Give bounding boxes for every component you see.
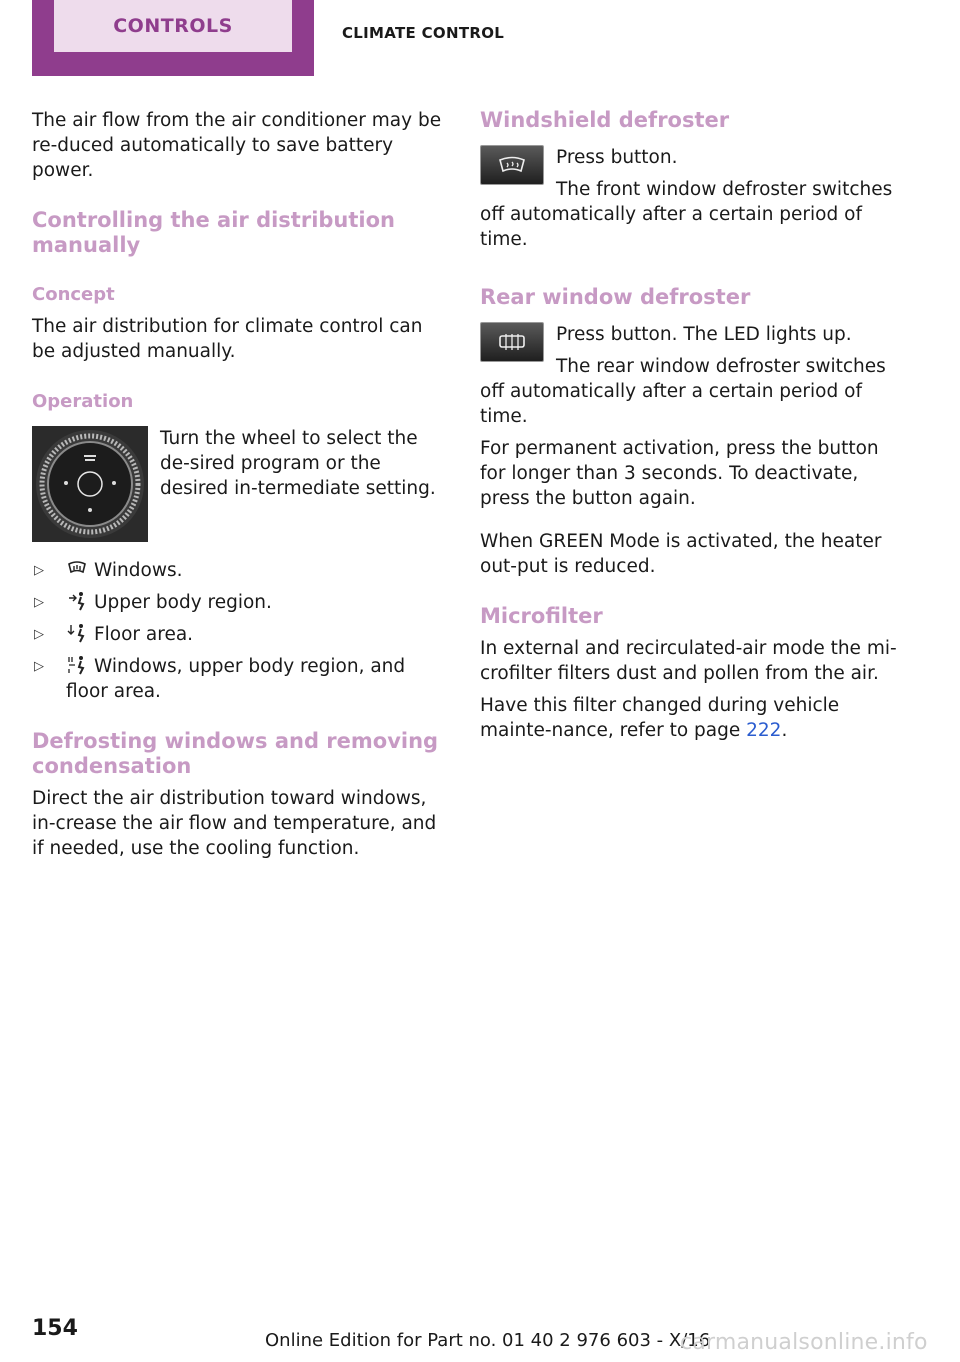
list-item-text: Windows, upper body region, and floor area. xyxy=(66,656,406,702)
list-item-text: Windows. xyxy=(94,560,183,581)
green-mode-paragraph: When GREEN Mode is activated, the heater out-put is reduced. xyxy=(480,531,882,577)
operation-paragraph: Turn the wheel to select the de-sired program or the desired in-termediate setting. xyxy=(160,428,436,499)
rear-block xyxy=(480,322,900,429)
list-item xyxy=(32,622,448,647)
list-item-text: Upper body region. xyxy=(94,592,272,613)
list-item xyxy=(32,590,448,615)
list-item xyxy=(32,558,448,583)
heading-operation: Operation xyxy=(32,391,134,412)
rear-defroster-button[interactable] xyxy=(480,322,544,362)
bullet-triangle-icon: ▷ xyxy=(34,563,44,578)
tab-controls[interactable] xyxy=(32,0,314,76)
rear-defrost-icon xyxy=(497,333,527,351)
page-number: 154 xyxy=(32,1316,78,1341)
windshield-paragraph: The front window defroster switches off automatically after a certain period of time. xyxy=(480,179,893,250)
microfilter-change-end: . xyxy=(781,720,788,741)
rear-permanent-paragraph: For permanent activation, press the button for longer than 3 seconds. To deactivate, press the button again. xyxy=(480,438,879,509)
microfilter-paragraph: In external and recirculated-air mode the mi-crofilter filters dust and pollen from the air. xyxy=(480,638,897,684)
microfilter-change-text: Have this filter changed during vehicle mainte-nance, refer to page xyxy=(480,695,840,741)
heading-concept: Concept xyxy=(32,284,115,305)
heading-rear-defroster: Rear window defroster xyxy=(480,285,751,309)
heading-windshield-defroster: Windshield defroster xyxy=(480,108,730,132)
windshield-press-text: Press button. xyxy=(556,147,678,168)
tab-controls-label: CONTROLS xyxy=(54,0,292,52)
watermark: carmanualsonline.info xyxy=(680,1330,928,1355)
rear-paragraph: The rear window defroster switches off automatically after a certain period of time. xyxy=(480,356,886,427)
rear-press-text: Press button. The LED lights up. xyxy=(556,324,852,345)
windshield-defrost-icon xyxy=(497,156,527,174)
list-item-text: Floor area. xyxy=(94,624,194,645)
air-distribution-wheel-image xyxy=(32,426,148,542)
intro-paragraph: The air flow from the air conditioner may be re-duced automatically to save battery power. xyxy=(32,110,442,181)
header-tab-bar xyxy=(0,0,960,80)
heading-defrosting: Defrosting windows and removing condensation xyxy=(32,729,439,778)
bullet-triangle-icon: ▷ xyxy=(34,595,44,610)
bullet-triangle-icon: ▷ xyxy=(34,627,44,642)
distribution-list xyxy=(32,558,448,704)
left-column xyxy=(32,108,448,861)
section-title: CLIMATE CONTROL xyxy=(342,24,505,42)
microfilter-change-paragraph xyxy=(480,693,900,743)
heading-microfilter: Microfilter xyxy=(480,604,603,628)
floor-air-icon xyxy=(66,623,88,643)
all-zones-air-icon xyxy=(66,655,88,675)
windshield-block xyxy=(480,145,900,252)
right-column xyxy=(480,108,900,743)
operation-block xyxy=(32,426,448,548)
edition-text: Online Edition for Part no. 01 40 2 976 603 - X/16 xyxy=(265,1330,711,1351)
concept-paragraph: The air distribution for climate control can be adjusted manually. xyxy=(32,316,423,362)
upper-body-air-icon xyxy=(66,591,88,611)
page-reference-link[interactable]: 222 xyxy=(746,720,782,741)
windshield-defroster-button[interactable] xyxy=(480,145,544,185)
defrosting-paragraph: Direct the air distribution toward windows, in-crease the air flow and temperature, and if needed, use the cooling function. xyxy=(32,788,437,859)
list-item xyxy=(32,654,448,704)
windshield-air-icon xyxy=(66,559,88,579)
heading-manual-distribution: Controlling the air distribution manually xyxy=(32,208,395,257)
bullet-triangle-icon: ▷ xyxy=(34,659,44,674)
